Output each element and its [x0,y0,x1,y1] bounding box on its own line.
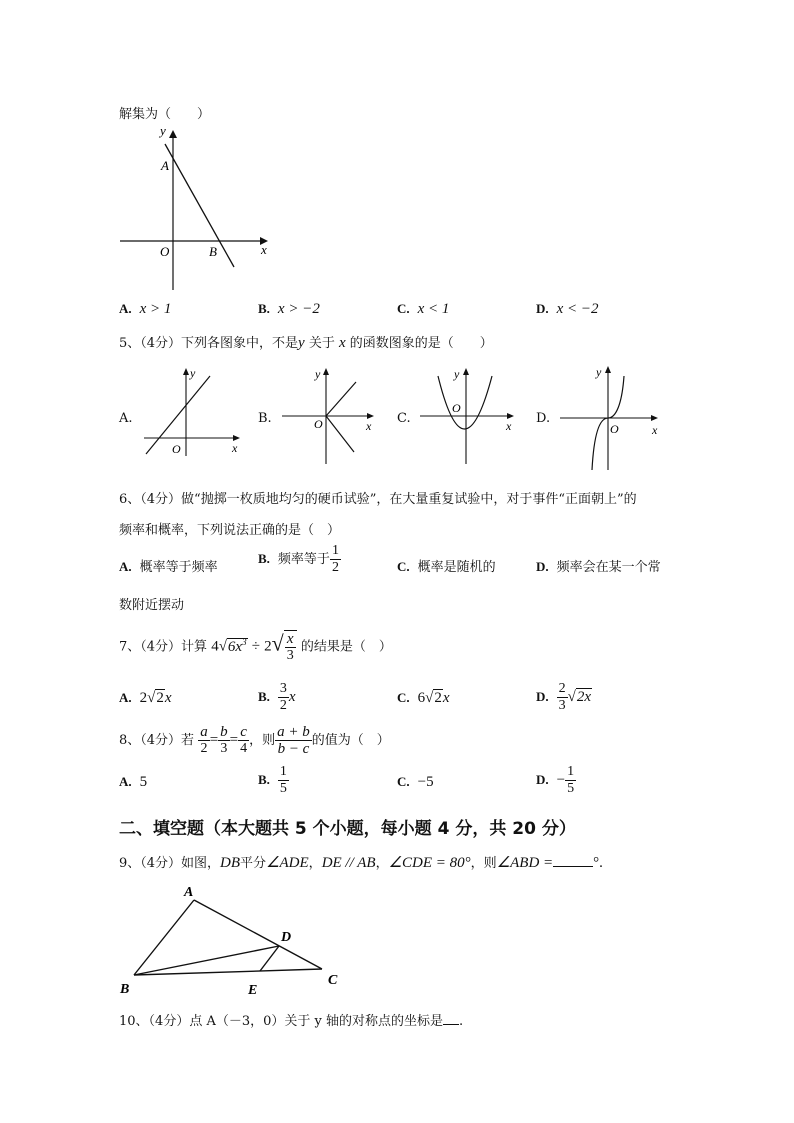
radicand-1-base: 6x [227,638,243,655]
point-b-label: B [209,244,217,259]
option-text: −5 [417,774,434,790]
y-label: y [315,367,321,381]
coef: 6 [417,690,426,706]
radicand-2 [284,630,297,664]
y-axis-arrow [183,368,189,375]
upper-ray [326,382,356,416]
q7-option-a[interactable] [119,690,172,707]
q8-option-a[interactable] [119,774,147,791]
option-text: x > −2 [277,301,320,317]
denominator: 4 [240,741,248,756]
numerator: 3 [279,681,287,696]
denominator: 2 [279,698,287,713]
origin-label: O [610,422,619,436]
y-axis-arrow [169,130,177,138]
sqrt-sign: √ [147,690,156,706]
option-text: 5 [139,774,148,790]
option-letter: B. [258,301,270,316]
q9-comma: ， [375,856,389,871]
q6-option-b[interactable] [258,543,341,576]
q9-parallel: DE // AB [321,855,376,871]
denominator: 2 [331,560,339,575]
equals: = [209,732,219,748]
segment-ab [134,900,194,975]
frac-ratio [275,724,312,757]
minus-sign: − [556,772,566,788]
origin-label: O [172,442,181,456]
q7-coef2: 2 [264,638,272,655]
fraction [278,681,289,714]
denominator: 5 [279,781,287,796]
option-letter: C. [397,301,410,316]
q5-graph-d [556,362,666,474]
option-text: 概率等于频率 [139,560,218,575]
denominator: b − c [277,741,310,757]
q10-text: 10、（4分）点 A（－3，0）关于 y 轴的对称点的坐标是 [119,1014,443,1029]
y-label: y [160,123,166,138]
option-text: 频率会在某一个常 [556,560,661,575]
q9-angle-cde: ∠CDE = 80° [388,855,471,871]
x-axis-arrow [651,415,658,421]
q5-x: x [338,335,346,351]
q5-suffix: 的函数图象的是（ ） [345,336,493,351]
variable: x [288,689,296,705]
radicand: 2 [156,690,164,706]
point-a-label: A [161,158,169,173]
q8-option-b[interactable] [258,764,289,797]
q10-end: . [459,1014,464,1029]
q4-option-c[interactable] [397,301,449,318]
radicand-1 [227,638,248,655]
fraction [565,764,576,797]
q4-option-b[interactable] [258,301,320,318]
radicand-1-exp: 3 [242,636,247,647]
variable: x [442,690,450,706]
label-d: D [281,930,292,945]
fraction [557,681,568,714]
q7-stem [119,630,392,664]
option-letter: D. [536,689,549,704]
radicand: 2 [434,690,442,706]
q9-angle-abd: ∠ABD = [496,855,554,871]
radicand: 2x [576,689,592,705]
y-axis-arrow [605,366,611,373]
q10-stem [119,1010,463,1029]
q4-stem-tail: 解集为（ ） [119,107,211,122]
label-b: B [120,982,130,997]
q9-prefix: 9、（4分）如图， [119,856,221,871]
radicand-2-den: 3 [286,648,294,663]
q8-option-d[interactable] [536,764,576,797]
origin-label: O [160,244,170,259]
origin-label: O [452,401,461,415]
q9-db: DB [220,855,241,871]
option-letter: A. [119,301,132,316]
option-letter: A. [119,774,132,789]
frac-b3 [218,724,230,757]
denominator: 3 [558,698,566,713]
q6-option-d-wrap: 数附近摆动 [119,598,185,613]
q5-option-b-letter[interactable]: B. [258,411,272,426]
section-heading: 二、填空题（本大题共 5 个小题，每小题 4 分，共 20 分） [119,819,576,839]
option-letter: A. [119,559,132,574]
q7-option-d[interactable] [536,681,592,714]
numerator: 1 [279,764,287,779]
option-text: x < −2 [556,301,599,317]
denominator: 3 [220,741,228,756]
x-label: x [261,242,267,257]
numerator: a + b [277,724,310,740]
numerator: 1 [567,764,575,779]
option-letter: B. [258,772,270,787]
option-letter: C. [397,774,410,789]
denominator: 2 [200,741,208,756]
fraction [278,764,289,797]
option-letter: A. [119,690,132,705]
y-label: y [454,367,460,381]
answer-blank[interactable] [553,866,593,867]
option-letter: C. [397,559,410,574]
q4-graph [118,122,278,294]
q8-stem [119,724,390,757]
q9-angle-ade: ∠ADE [266,855,309,871]
q6-option-c[interactable] [397,556,496,575]
label-a: A [184,885,194,900]
q5-graph-b [278,364,386,468]
q6-stem-line2: 频率和概率，下列说法正确的是（ ） [119,523,341,538]
q8-suffix: 的值为（ ） [311,733,390,748]
option-text: x < 1 [417,301,450,317]
frac-a2 [198,724,210,757]
q5-mid: 关于 [304,336,339,351]
variable: x [164,690,172,706]
q4-option-a[interactable] [119,301,171,318]
numerator: 1 [331,543,339,558]
divide-sign: ÷ [251,638,260,655]
q9-then: ，则 [470,856,497,871]
q8-prefix: 8、（4分）若 [119,733,195,748]
radicand-2-num: x [285,631,296,648]
x-label: x [506,419,512,433]
y-axis-arrow [323,368,329,375]
q5-graph-c [416,364,526,468]
line-ab [165,144,234,267]
q5-stem [119,332,493,352]
q9-comma: ， [308,856,322,871]
fraction [330,543,341,576]
q5-option-c-letter[interactable]: C. [397,411,411,426]
q6-option-d[interactable] [536,556,661,575]
numerator: a [200,724,208,740]
option-letter: B. [258,689,270,704]
q7-suffix: 的结果是（ ） [300,639,392,655]
origin-label: O [314,417,323,431]
q5-option-d-letter[interactable]: D. [536,411,551,426]
y-axis-arrow [463,368,469,375]
option-text: x > 1 [139,301,172,317]
frac-c4 [238,724,249,757]
q7-prefix: 7、（4分）计算 [119,639,208,655]
label-e: E [248,983,258,998]
numerator: c [238,724,249,741]
coef: 2 [139,690,148,706]
sqrt-sign-2: √ [271,630,284,656]
option-letter: D. [536,559,549,574]
q9-bisects: 平分 [240,856,267,871]
y-label: y [190,366,196,380]
numerator: b [220,724,228,740]
equals: = [229,732,239,748]
q5-option-a-letter[interactable]: A. [119,411,133,426]
option-text: 频率等于 [277,552,330,567]
q8-mid: ，则 [249,733,276,748]
q6-stem-line1: 6、（4分）做“抛掷一枚质地均匀的硬币试验”，在大量重复试验中，对于事件“正面朝上”的 [119,492,637,507]
y-label: y [596,365,602,379]
sqrt-sign: √ [218,638,227,655]
x-label: x [232,441,238,455]
q8-option-c[interactable] [397,774,434,791]
q7-option-b[interactable] [258,681,296,714]
sqrt-sign: √ [567,689,576,705]
sqrt-sign: √ [425,690,434,706]
x-label: x [366,419,372,433]
numerator: 2 [558,681,566,696]
q5-prefix: 5、（4分）下列各图象中，不是 [119,336,299,351]
x-label: x [652,423,658,437]
option-text: 概率是随机的 [417,560,496,575]
option-letter: C. [397,690,410,705]
degree-symbol: °. [593,855,603,871]
q5-graph-a [140,364,248,460]
parabola [438,376,492,429]
denominator: 5 [567,781,575,796]
lower-ray [326,416,354,452]
q6-option-a[interactable] [119,556,218,575]
answer-blank[interactable] [443,1024,459,1025]
option-letter: D. [536,772,549,787]
q4-option-d[interactable] [536,301,599,318]
q9-triangle-figure [114,880,346,1000]
q9-stem [119,852,603,872]
q7-coef1: 4 [211,638,219,655]
label-c: C [328,973,338,988]
option-letter: D. [536,301,549,316]
option-letter: B. [258,551,270,566]
q5-y: y [298,335,305,351]
q7-option-c[interactable] [397,690,450,707]
